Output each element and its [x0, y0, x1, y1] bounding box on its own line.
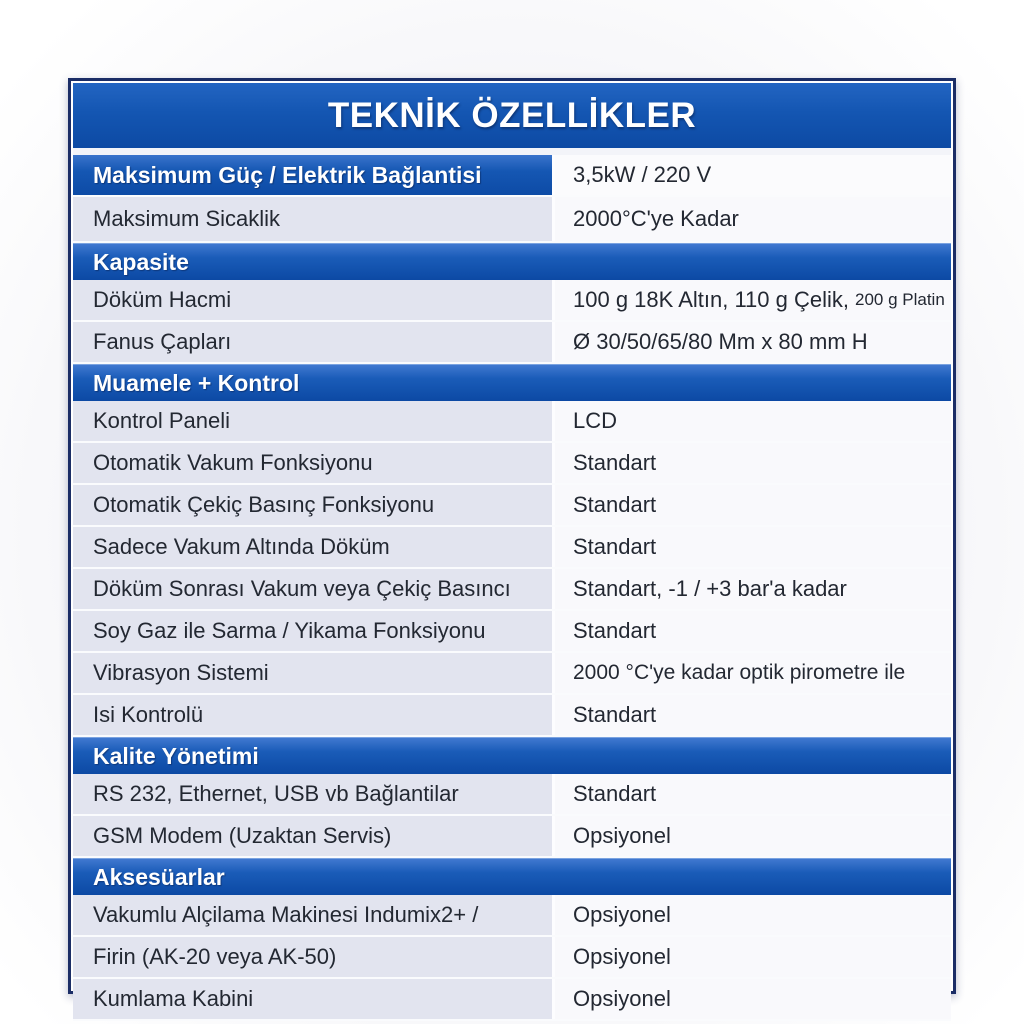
spec-value: Standart: [552, 611, 951, 651]
table-row: [73, 401, 951, 443]
spec-value: Standart: [552, 774, 951, 814]
section-header-muamele-kontrol: Muamele + Kontrol: [73, 364, 951, 401]
spec-value: Opsiyonel: [552, 937, 951, 977]
spec-label: Otomatik Çekiç Basınç Fonksiyonu: [73, 485, 552, 525]
spec-value: Standart: [552, 695, 951, 735]
spec-label: Maksimum Sicaklik: [73, 197, 552, 241]
spec-value: LCD: [552, 401, 951, 441]
spec-value: 3,5kW / 220 V: [552, 155, 951, 195]
spec-value: 2000°C'ye Kadar: [552, 197, 951, 241]
spec-label: Soy Gaz ile Sarma / Yikama Fonksiyonu: [73, 611, 552, 651]
technical-specs-table: [68, 78, 956, 1011]
table-row: [73, 937, 951, 979]
spec-label: Döküm Sonrası Vakum veya Çekiç Basıncı: [73, 569, 552, 609]
table-row: [73, 695, 951, 737]
spec-value: Ø 30/50/65/80 Mm x 80 mm H: [552, 322, 951, 362]
spec-value: Standart: [552, 527, 951, 567]
table-row: [73, 527, 951, 569]
banner-divider: [73, 148, 951, 155]
spec-label: Vakumlu Alçilama Makinesi Indumix2+ /: [73, 895, 552, 935]
spec-label: Kumlama Kabini: [73, 979, 552, 1019]
section-header-kapasite: Kapasite: [73, 243, 951, 280]
spec-label: RS 232, Ethernet, USB vb Bağlantilar: [73, 774, 552, 814]
table-row: [73, 485, 951, 527]
table-row: [73, 895, 951, 937]
table-title: TEKNİK ÖZELLİKLER: [73, 83, 951, 148]
spec-label: GSM Modem (Uzaktan Servis): [73, 816, 552, 856]
table-row: [73, 774, 951, 816]
spec-value: 2000 °C'ye kadar optik pirometre ile: [552, 653, 951, 693]
spec-value: Opsiyonel: [552, 895, 951, 935]
spec-value: Opsiyonel: [552, 816, 951, 856]
spec-value: Standart: [552, 443, 951, 483]
table-row: [73, 155, 951, 197]
spec-label: Maksimum Güç / Elektrik Bağlantisi: [73, 155, 552, 195]
spec-value: [552, 280, 951, 320]
table-row: [73, 197, 951, 243]
table-row: [73, 816, 951, 858]
spec-value: Standart, -1 / +3 bar'a kadar: [552, 569, 951, 609]
table-row: [73, 611, 951, 653]
spec-value-small: 200 g Platin: [855, 290, 945, 309]
spec-label: Isi Kontrolü: [73, 695, 552, 735]
table-row: [73, 322, 951, 364]
spec-value: Standart: [552, 485, 951, 525]
table-row: [73, 569, 951, 611]
spec-value: Opsiyonel: [552, 979, 951, 1019]
table-row: [73, 979, 951, 1021]
spec-label: Otomatik Vakum Fonksiyonu: [73, 443, 552, 483]
spec-value-main: 100 g 18K Altın, 110 g Çelik,: [573, 287, 849, 312]
spec-label: Vibrasyon Sistemi: [73, 653, 552, 693]
spec-label: Kontrol Paneli: [73, 401, 552, 441]
table-row: [73, 280, 951, 322]
table-row: [73, 443, 951, 485]
spec-label: Fanus Çapları: [73, 322, 552, 362]
section-header-aksesuarlar: Aksesüarlar: [73, 858, 951, 895]
section-header-kalite-yonetimi: Kalite Yönetimi: [73, 737, 951, 774]
spec-label: Sadece Vakum Altında Döküm: [73, 527, 552, 567]
table-row: [73, 653, 951, 695]
spec-label: Firin (AK-20 veya AK-50): [73, 937, 552, 977]
spec-label: Döküm Hacmi: [73, 280, 552, 320]
